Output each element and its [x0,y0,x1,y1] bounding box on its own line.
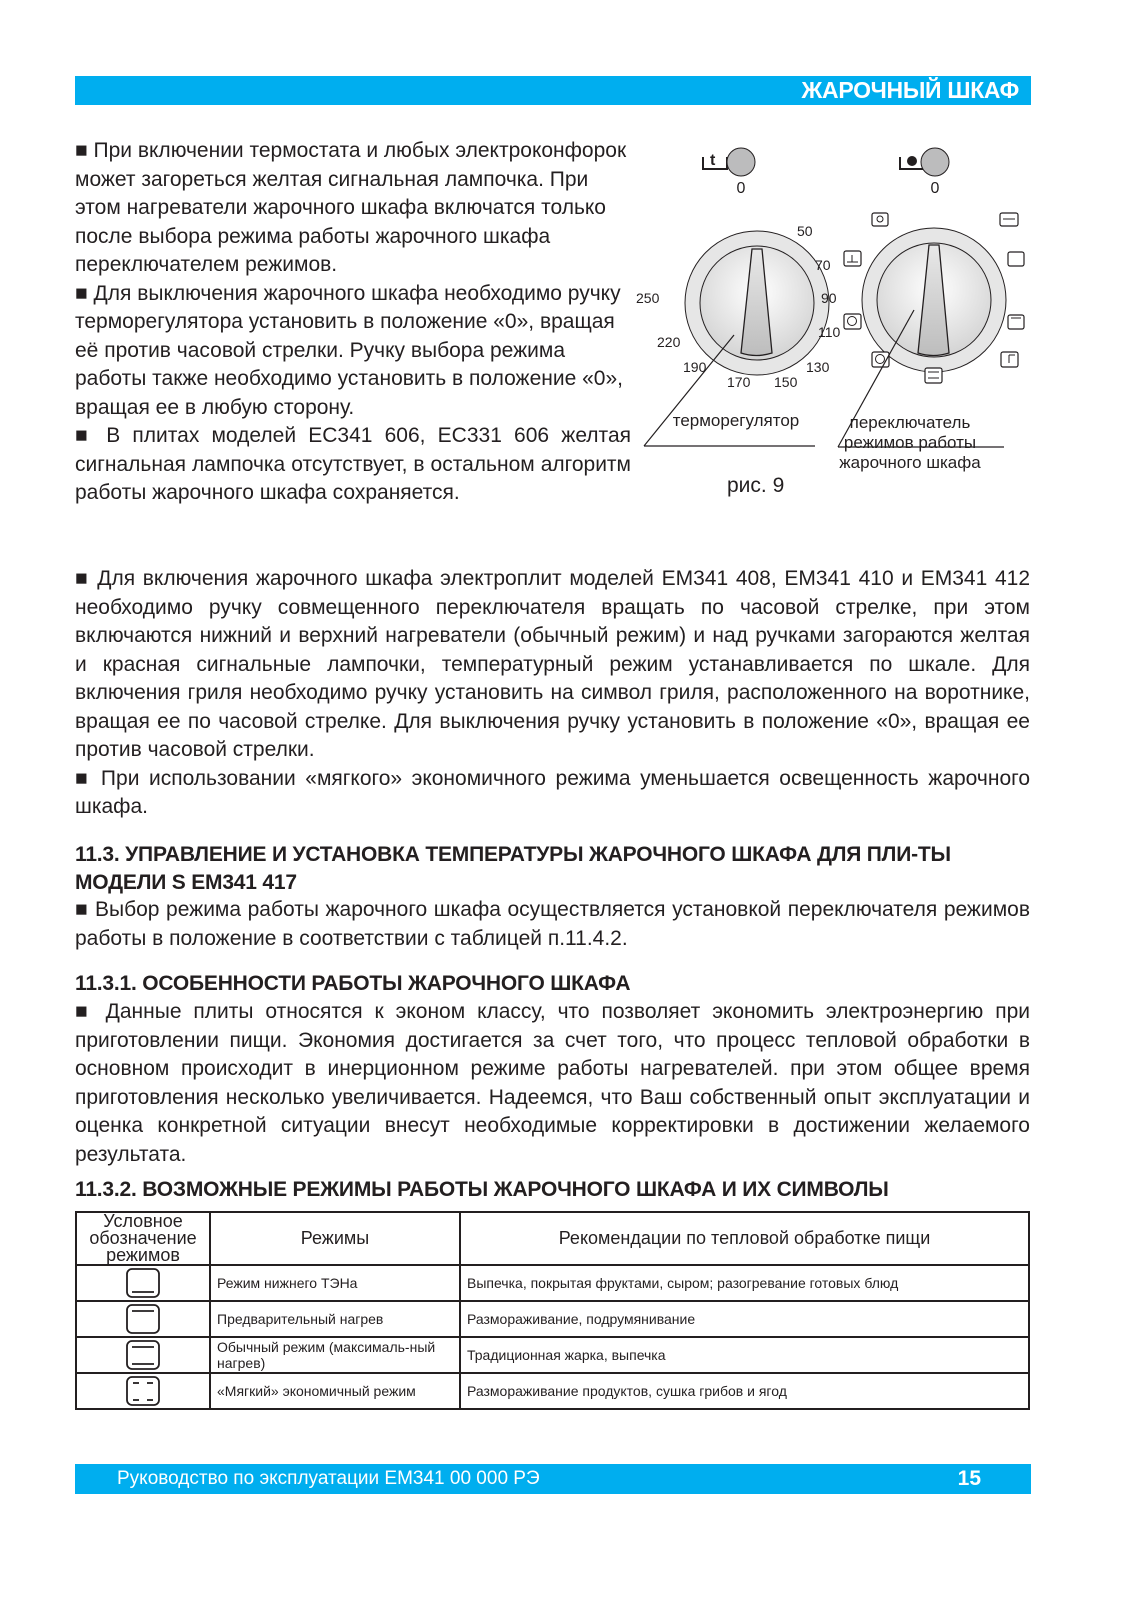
svg-text:220: 220 [657,334,681,350]
power-indicator-icon [900,148,949,176]
table-row [76,1301,1029,1337]
column-header-recommendation: Рекомендации по тепловой обработке пищи [460,1212,1029,1265]
header-bar [75,76,1031,105]
svg-text:170: 170 [727,374,751,390]
section-heading-11-3: 11.3. УПРАВЛЕНИЕ И УСТАНОВКА ТЕМПЕРАТУРЫ ЖАРОЧНОГО ШКАФА ДЛЯ ПЛИ-ТЫ МОДЕЛИ S ЕМ341 417 [75,843,951,894]
paragraph: ■ При включении термостата и любых электроконфорок может загореться желтая сигнальная лампочка. При этом нагреватели жарочного шкафа включатся только после выбора режима работы жарочного шкафа переключателем режимов. [75,139,627,276]
paragraph: ■ Для включения жарочного шкафа электроплит моделей ЕМ341 408, ЕМ341 410 и ЕМ341 412 необходимо ручку совмещенного переключателя вращать по часовой стрелке, при этом включаются нижний и верхний нагреватели (обычный режим) и над ручками загораются желтая и красная сигнальные лампочки, температурный режим устанавливается по шкале. Для включения гриля необходимо ручку установить на символ гриля, расположенного на воротнике, вращая ее по часовой стрелке. Для выключения ручку установить в положение «0», вращая ее против часовой стрелки. [75,567,1030,761]
paragraph: ■ При использовании «мягкого» экономичного режима уменьшается освещенность жарочного шкафа. [75,766,1030,818]
column-header-symbol: Условное обозначение режимов [76,1212,210,1265]
svg-text:90: 90 [821,290,837,306]
section-11-3-1-text: ■ Данные плиты относятся к эконом классу, что позволяет экономить электроэнергию при приготовлении пищи. Экономия достигается за счет того, что процесс тепловой обработки в основном происходит в инерционном режиме работы нагревателей. при этом общее время приготовления несколько увеличивается. Надеемся, что Ваш собственный опыт эксплуатации и оценка конкретной ситуации внесут необходимые корректировки в достижении желаемого результата. [75,1000,1030,1166]
svg-text:t: t [710,152,716,169]
thermostat-indicator-icon [703,148,755,176]
footer-document-title: Руководство по эксплуатации ЕМ341 00 000 РЭ [117,1468,540,1489]
footer-bar [75,1464,1031,1494]
mode-zero-label: 0 [930,180,940,197]
section-heading-11-3-2: 11.3.2. ВОЗМОЖНЫЕ РЕЖИМЫ РАБОТЫ ЖАРОЧНОГО ШКАФА И ИХ СИМВОЛЫ [75,1178,889,1201]
body-text [75,565,1030,822]
section-heading-11-3-1: 11.3.1. ОСОБЕННОСТИ РАБОТЫ ЖАРОЧНОГО ШКАФА [75,972,631,995]
modes-table [75,1211,1030,1410]
recommendation-cell: Размораживание продуктов, сушка грибов и ягод [460,1373,1029,1409]
table-row [76,1265,1029,1301]
table-row [76,1373,1029,1409]
recommendation-cell: Выпечка, покрытая фруктами, сыром; разогревание готовых блюд [460,1265,1029,1301]
svg-text:130: 130 [806,359,830,375]
svg-text:50: 50 [797,223,813,239]
column-header-mode: Режимы [210,1212,460,1265]
section-11-3-text: ■ Выбор режима работы жарочного шкафа осуществляется установкой переключателя режимов работы в положение в соответствии с таблицей п.11.4.2. [75,898,1030,950]
figure-caption: рис. 9 [727,474,785,497]
eco-soft-heat-icon [76,1373,210,1409]
table-row [76,1337,1029,1373]
top-bottom-heat-icon [76,1337,210,1373]
top-heat-icon [76,1301,210,1337]
paragraph: ■ В плитах моделей ЕС341 606, ЕС331 606 желтая сигнальная лампочка отсутствует, в остальном алгоритм работы жарочного шкафа сохраняется. [75,424,631,504]
svg-text:70: 70 [815,257,831,273]
bottom-heat-icon [76,1265,210,1301]
recommendation-cell: Размораживание, подрумянивание [460,1301,1029,1337]
svg-text:250: 250 [636,290,660,306]
mode-switch-label: переключатель режимов работы жарочного шкафа [839,413,981,472]
figure-9-control-knobs [630,135,1040,505]
mode-cell: «Мягкий» экономичный режим [210,1373,460,1409]
svg-text:150: 150 [774,374,798,390]
thermostat-zero-label: 0 [736,180,746,197]
mode-cell: Предварительный нагрев [210,1301,460,1337]
svg-text:190: 190 [683,359,707,375]
thermostat-label: терморегулятор [672,411,800,430]
page-number: 15 [957,1467,981,1490]
table-header-row [76,1212,1029,1265]
page-section-title: ЖАРОЧНЫЙ ШКАФ [801,77,1019,103]
mode-cell: Обычный режим (максималь-ный нагрев) [210,1337,460,1373]
recommendation-cell: Традиционная жарка, выпечка [460,1337,1029,1373]
paragraph: ■ Для выключения жарочного шкафа необходимо ручку терморегулятора установить в положение «0», вращая её против часовой стрелки. Ручку выбора режима работы также необходимо установить в положение «0», вращая ее в любую сторону. [75,281,623,419]
mode-cell: Режим нижнего ТЭНа [210,1265,460,1301]
left-column-text [75,137,631,508]
svg-text:110: 110 [818,324,841,340]
